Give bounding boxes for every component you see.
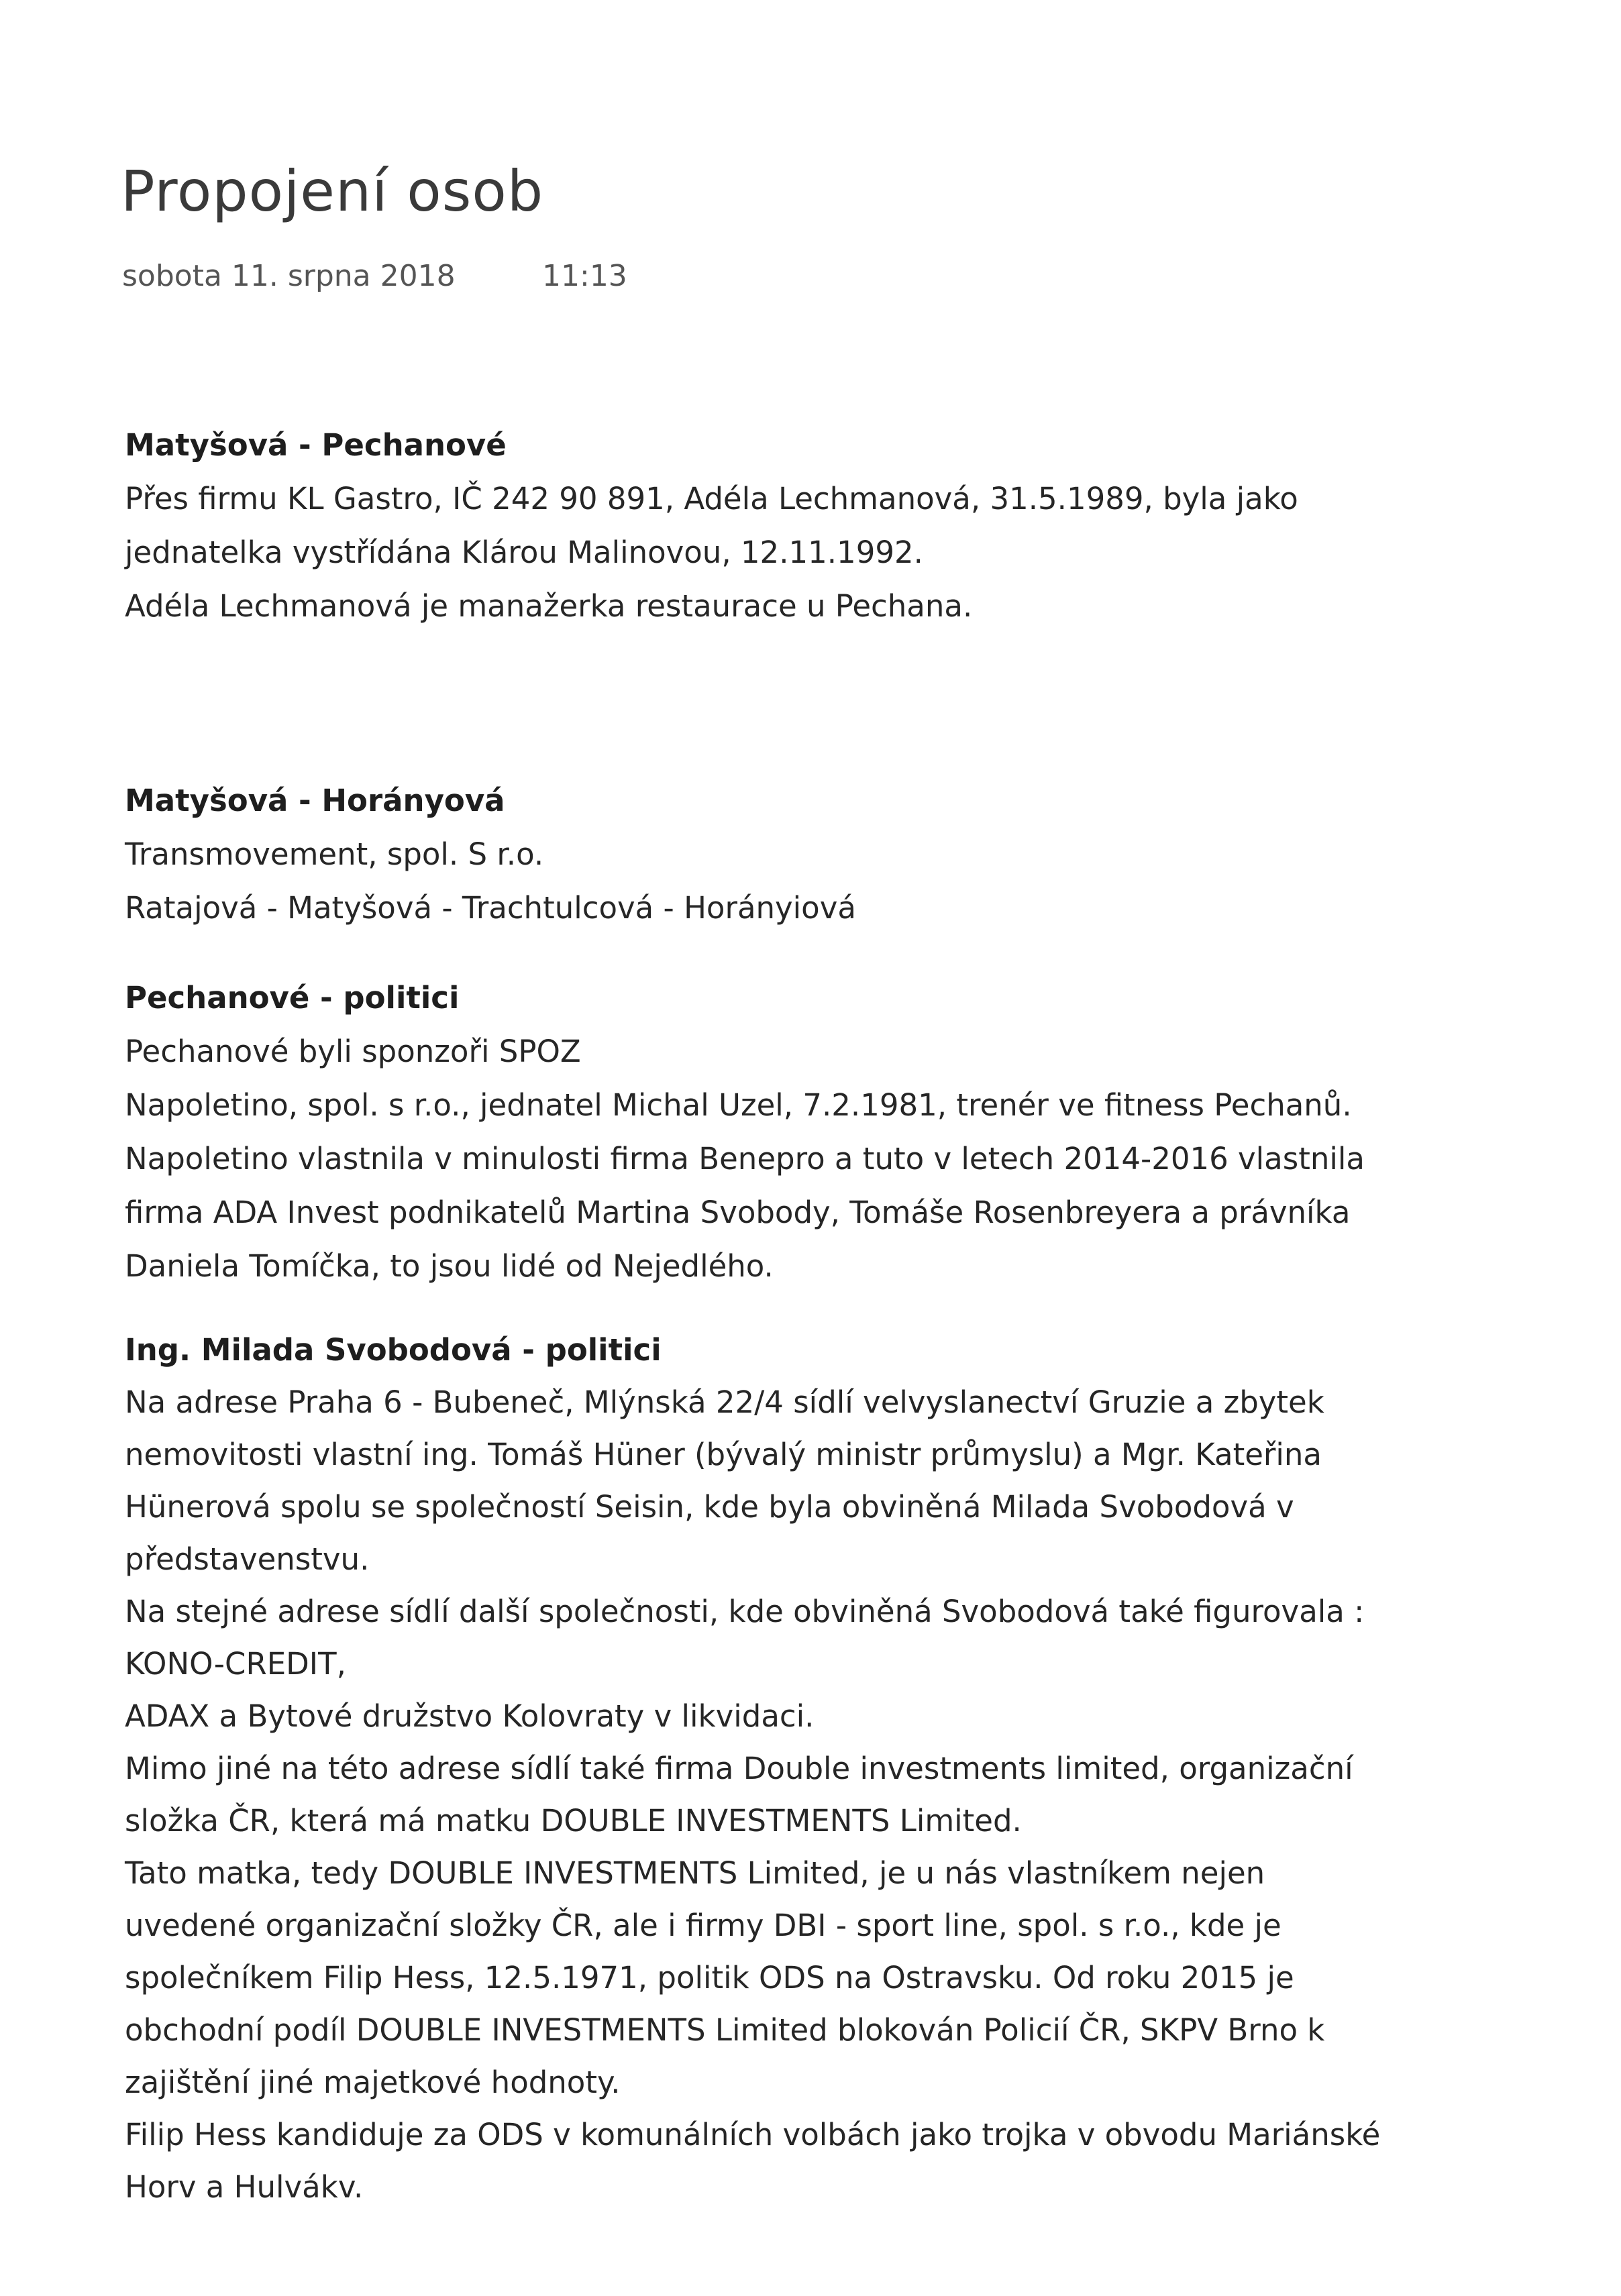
paragraph-line: Na stejné adrese sídlí další společnosti, kde obviněná Svobodová také figurovala : — [125, 1594, 1365, 1629]
note-timestamp — [122, 259, 627, 293]
paragraph-line: Tato matka, tedy DOUBLE INVESTMENTS Limited, je u nás vlastníkem nejen — [125, 1855, 1265, 1891]
paragraph-line: firma ADA Invest podnikatelů Martina Svobody, Tomáše Rosenbreyera a právníka — [125, 1195, 1351, 1230]
paragraph-line: Daniela Tomíčka, to jsou lidé od Nejedlého. — [125, 1248, 774, 1284]
paragraph-line: nemovitosti vlastní ing. Tomáš Hüner (bývalý ministr průmyslu) a Mgr. Kateřina — [125, 1437, 1322, 1472]
paragraph-line: Na adrese Praha 6 - Bubeneč, Mlýnská 22/4 sídlí velvyslanectví Gruzie a zbytek — [125, 1384, 1324, 1420]
paragraph-line: jednatelka vystřídána Klárou Malinovou, 12.11.1992. — [125, 535, 923, 570]
note-time: 11:13 — [542, 259, 627, 293]
paragraph-line: zajištění jiné majetkové hodnoty. — [125, 2065, 621, 2100]
section-svobodova-politici — [125, 1324, 1520, 2213]
section-heading: Matyšová - Horányová — [125, 783, 505, 818]
paragraph-line: uvedené organizační složky ČR, ale i firmy DBI - sport line, spol. s r.o., kde je — [125, 1908, 1282, 1943]
section-heading: Ing. Milada Svobodová - politici — [125, 1332, 662, 1368]
paragraph-line: Transmovement, spol. S r.o. — [125, 836, 544, 872]
paragraph-line: Pechanové byli sponzoři SPOZ — [125, 1034, 581, 1069]
paragraph-line: Filip Hess kandiduje za ODS v komunálních volbách jako trojka v obvodu Mariánské — [125, 2117, 1381, 2152]
paragraph-line: Horv a Hulvákv. — [125, 2169, 364, 2205]
paragraph-line: Ratajová - Matyšová - Trachtulcová - Horányiová — [125, 890, 856, 926]
paragraph-line: Přes firmu KL Gastro, IČ 242 90 891, Adéla Lechmanová, 31.5.1989, byla jako — [125, 481, 1298, 516]
paragraph-line: společníkem Filip Hess, 12.5.1971, politik ODS na Ostravsku. Od roku 2015 je — [125, 1960, 1294, 1996]
section-matysova-pechanove — [125, 419, 1520, 633]
paragraph-line: KONO-CREDIT, — [125, 1646, 346, 1682]
paragraph-line: Adéla Lechmanová je manažerka restaurace u Pechana. — [125, 588, 973, 624]
section-pechanove-politici — [125, 971, 1520, 1293]
section-heading: Matyšová - Pechanové — [125, 427, 507, 463]
section-matysova-horanyova — [125, 774, 1520, 935]
section-heading: Pechanové - politici — [125, 980, 460, 1016]
paragraph-line: Mimo jiné na této adrese sídlí také firma Double investments limited, organizační — [125, 1751, 1353, 1786]
paragraph-line: Napoletino, spol. s r.o., jednatel Michal Uzel, 7.2.1981, trenér ve fitness Pechanů. — [125, 1087, 1352, 1123]
paragraph-line: složka ČR, která má matku DOUBLE INVESTMENTS Limited. — [125, 1803, 1022, 1839]
paragraph-line: představenstvu. — [125, 1541, 370, 1577]
paragraph-line: obchodní podíl DOUBLE INVESTMENTS Limited blokován Policií ČR, SKPV Brno k — [125, 2012, 1325, 2048]
paragraph-line: Hünerová spolu se společností Seisin, kde byla obviněná Milada Svobodová v — [125, 1489, 1294, 1525]
note-title: Propojení osob — [121, 158, 544, 224]
paragraph-line: ADAX a Bytové družstvo Kolovraty v likvidaci. — [125, 1698, 815, 1734]
paragraph-line: Napoletino vlastnila v minulosti firma Benepro a tuto v letech 2014-2016 vlastnila — [125, 1141, 1365, 1177]
note-date: sobota 11. srpna 2018 — [122, 259, 456, 293]
